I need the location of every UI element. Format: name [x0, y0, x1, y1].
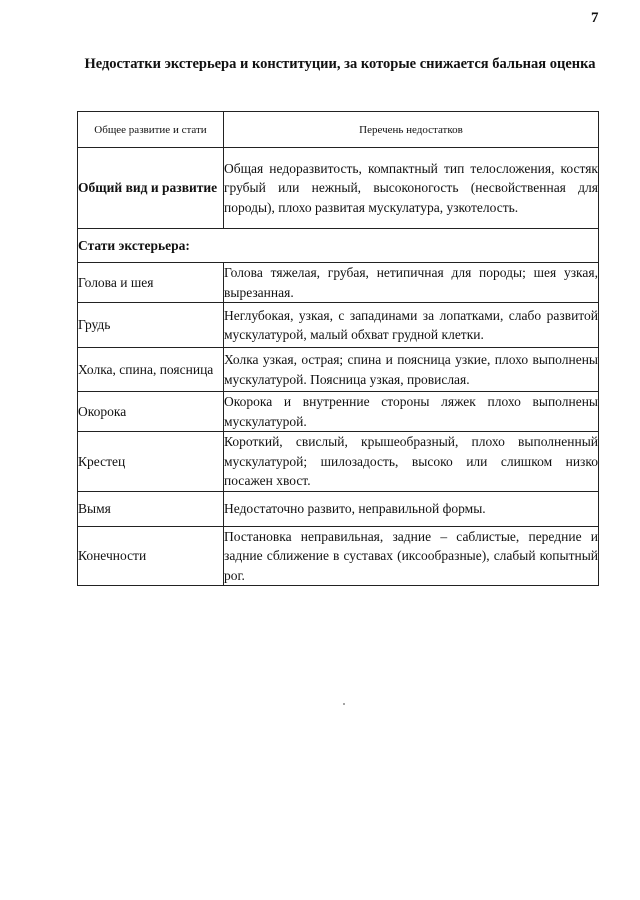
row-category: Общий вид и развитие: [78, 148, 224, 229]
header-col2-label: Перечень недостатков: [359, 123, 463, 136]
row-category: Вымя: [78, 491, 224, 526]
row-description: Постановка неправильная, задние – саблистые, передние и задние сближение в суставах (иксообразные), слабый копытный рог.: [224, 526, 599, 586]
table-header-row: [78, 112, 599, 148]
row-description: Холка узкая, острая; спина и поясница узкие, плохо выполнены мускулатурой. Поясница узкая, провислая.: [224, 348, 599, 392]
row-description: Короткий, свислый, крышеобразный, плохо выполненный мускулатурой; шилозадость, высоко или слишком низко посажен хвост.: [224, 432, 599, 492]
table-row: [78, 526, 599, 586]
defects-table: [77, 111, 599, 586]
header-general-development: [78, 112, 224, 148]
table-row: [78, 303, 599, 348]
row-category: Грудь: [78, 303, 224, 348]
header-col1-label: Общее развитие и стати: [94, 123, 207, 136]
table-row: [78, 392, 599, 432]
row-category: Холка, спина, поясница: [78, 348, 224, 392]
row-description: Голова тяжелая, грубая, нетипичная для породы; шея узкая, вырезанная.: [224, 263, 599, 303]
table-row: [78, 348, 599, 392]
page-number: 7: [591, 10, 599, 26]
row-description: Общая недоразвитость, компактный тип телосложения, костяк грубый или нежный, высоконогость (несвойственная для породы), плохо развитая мускулатура, узкотелость.: [224, 148, 599, 229]
row-description: Неглубокая, узкая, с западинами за лопатками, слабо развитой мускулатурой, малый обхват грудной клетки.: [224, 303, 599, 348]
table-row: [78, 491, 599, 526]
row-category: Голова и шея: [78, 263, 224, 303]
table-row: [78, 432, 599, 492]
section-row: [78, 229, 599, 263]
section-label: Стати экстерьера:: [78, 229, 599, 263]
row-category: Крестец: [78, 432, 224, 492]
row-category: Конечности: [78, 526, 224, 586]
row-description: Окорока и внутренние стороны ляжек плохо выполнены мускулатурой.: [224, 392, 599, 432]
table-row: [78, 148, 599, 229]
scan-speck: [343, 703, 345, 705]
row-description: Недостаточно развито, неправильной формы.: [224, 491, 599, 526]
document-title: Недостатки экстерьера и конституции, за которые снижается бальная оценка: [84, 56, 596, 72]
header-defects-list: [224, 112, 599, 148]
table-row: [78, 263, 599, 303]
row-category: Окорока: [78, 392, 224, 432]
